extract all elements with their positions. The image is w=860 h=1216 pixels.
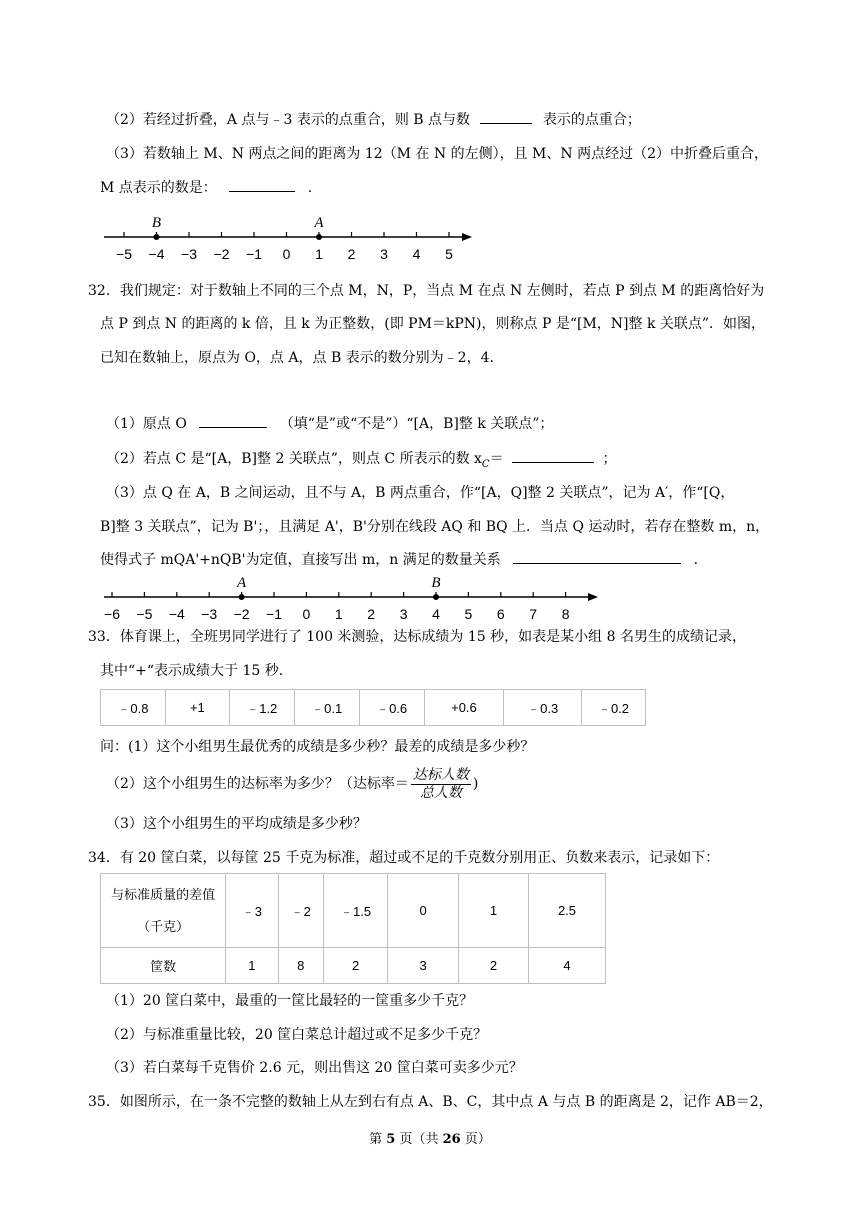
table-header-cell: 与标准质量的差值 （千克） [101, 874, 226, 948]
tick-label: 5 [445, 246, 453, 262]
q32-line2: 点 P 到点 N 的距离的 k 倍，且 k 为正整数，(即 PM＝kPN)，则称点 P 是“[M，N]整 k 关联点”．如图， [100, 316, 766, 332]
table-cell: ﹣1.5 [324, 874, 388, 948]
q35-line1: 35．如图所示，在一条不完整的数轴上从左到右有点 A、B、C，其中点 A 与点 B 的距离是 2，记作 AB＝2， [88, 1094, 773, 1110]
tick-label: −5 [116, 246, 132, 262]
table-cell: ﹣1.2 [229, 690, 294, 726]
tick-label: 6 [496, 606, 505, 622]
q32-part2: （2）若点 C 是“[A，B]整 2 关联点”，则点 C 所表示的数 $x_C=$ ； [106, 451, 617, 470]
pass-rate-fraction: $\frac{\text{达标人数}}{\text{总人数}}$ [412, 766, 469, 801]
q32-part3-line3: 使得式子 mQA'+nQB'为定值，直接写出 m，n 满足的数量关系 ． [100, 552, 708, 568]
table-cell: 4 [528, 948, 605, 984]
q34-line1: 34．有 20 筐白菜，以每筐 25 千克为标准，超过或不足的千克数分别用正、负数来表示，记录如下： [88, 850, 720, 866]
tick-label: −1 [266, 606, 282, 622]
tick-label: 1 [315, 246, 323, 262]
tick-label: 2 [347, 246, 356, 262]
q33-line1: 33．体育课上，全班男同学进行了 100 米测验，达标成绩为 15 秒，如表是某小组 8 名男生的成绩记录， [88, 629, 746, 645]
table-cell: 2 [459, 948, 529, 984]
point-label: A [237, 575, 247, 591]
q32-part1: （1）原点 O （填“是”或“不是”）“[A，B]整 k 关联点”； [106, 416, 554, 432]
q33-ask3: （3）这个小组男生的平均成绩是多少秒？ [106, 816, 367, 832]
table-cell: ﹣0.3 [504, 690, 582, 726]
q32-line1: 32．我们规定：对于数轴上不同的三个点 M，N，P，当点 M 在点 N 左侧时，若点 P 到点 M 的距离恰好为 [88, 283, 765, 299]
q31-part2: （2）若经过折叠，A 点与﹣3 表示的点重合，则 B 点与数 表示的点重合； [106, 112, 641, 128]
table-cell: 8 [278, 948, 323, 984]
q34-weight-table [100, 873, 606, 984]
table-cell: ﹣0.6 [359, 690, 424, 726]
q31-part3-line1: （3）若数轴上 M、N 两点之间的距离为 12（M 在 N 的左侧），且 M、N 两点经过（2）中折叠后重合， [106, 146, 768, 162]
tick-label: −2 [213, 246, 230, 262]
table-cell: 1 [226, 948, 278, 984]
table-cell: ﹣2 [278, 874, 323, 948]
tick-label: −3 [201, 606, 218, 622]
q34-ask3: （3）若白菜每千克售价 2.6 元，则出售这 20 筐白菜可卖多少元？ [106, 1060, 523, 1076]
tick-label: −1 [246, 246, 262, 262]
table-cell: 2 [324, 948, 388, 984]
point-label: B [151, 215, 162, 231]
tick-label: 4 [432, 606, 440, 622]
tick-label: −4 [148, 246, 165, 262]
table-cell: ﹣0.8 [101, 690, 166, 726]
page-footer: 第 5 页（共 26 页） [369, 1132, 491, 1147]
tick-label: 5 [464, 606, 473, 622]
table-cell: 1 [459, 874, 529, 948]
q33-line2: 其中“+“表示成绩大于 15 秒． [100, 663, 293, 679]
tick-label: 7 [529, 606, 538, 622]
tick-label: 1 [334, 606, 343, 622]
q31-part3-line2: M 点表示的数是： . [100, 180, 313, 196]
tick-label: 0 [282, 246, 291, 262]
q33-ask1: 问：(1）这个小组男生最优秀的成绩是多少秒？最差的成绩是多少秒？ [100, 739, 535, 755]
tick-label: −6 [104, 606, 120, 622]
q33-ask2: （2）这个小组男生的达标率为多少？（达标率＝ $\frac{\text{达标人数}}{\text{总人数}}$ ) [106, 766, 479, 801]
axis-arrow-icon [588, 593, 598, 601]
table-cell: +0.6 [424, 690, 504, 726]
q34-ask1: （1）20 筐白菜中，最重的一筐比最轻的一筐重多少千克？ [106, 993, 474, 1009]
point-marker [239, 594, 245, 600]
q33-score-table [100, 689, 646, 726]
table-cell: 0 [388, 874, 459, 948]
tick-label: 3 [380, 246, 388, 262]
q32-line3: 已知在数轴上，原点为 O，点 A，点 B 表示的数分别为﹣2，4． [100, 350, 504, 366]
tick-label: −3 [181, 246, 197, 262]
tick-label: −4 [168, 606, 185, 622]
point-marker [433, 594, 439, 600]
q32-part3-line1: （3）点 Q 在 A，B 之间运动，且不与 A，B 两点重合，作“[A，Q]整 2 关联点”，记为 A′，作“[Q， [106, 485, 735, 501]
tick-label: 3 [399, 606, 408, 622]
point-label: A [314, 215, 324, 231]
tick-label: 4 [412, 246, 421, 262]
table-cell: ﹣3 [226, 874, 278, 948]
table-header-cell: 筐数 [101, 948, 226, 984]
q32-part3-line2: B]整 3 关联点”，记为 B'；，且满足 A'，B'分别在线段 AQ 和 BQ 上．当点 Q 运动时，若存在整数 m，n， [100, 519, 770, 535]
tick-label: 0 [302, 606, 311, 622]
table-cell: 3 [388, 948, 459, 984]
table-cell: ﹣0.2 [581, 690, 645, 726]
tick-label: −2 [233, 606, 250, 622]
table-cell: 2.5 [528, 874, 605, 948]
q34-ask2: （2）与标准重量比较，20 筐白菜总计超过或不足多少千克？ [106, 1027, 488, 1043]
tick-label: −5 [136, 606, 153, 622]
point-label: B [431, 575, 441, 591]
table-cell: +1 [165, 690, 229, 726]
tick-label: 2 [367, 606, 376, 622]
table-cell: ﹣0.1 [294, 690, 359, 726]
tick-label: 8 [561, 606, 570, 622]
